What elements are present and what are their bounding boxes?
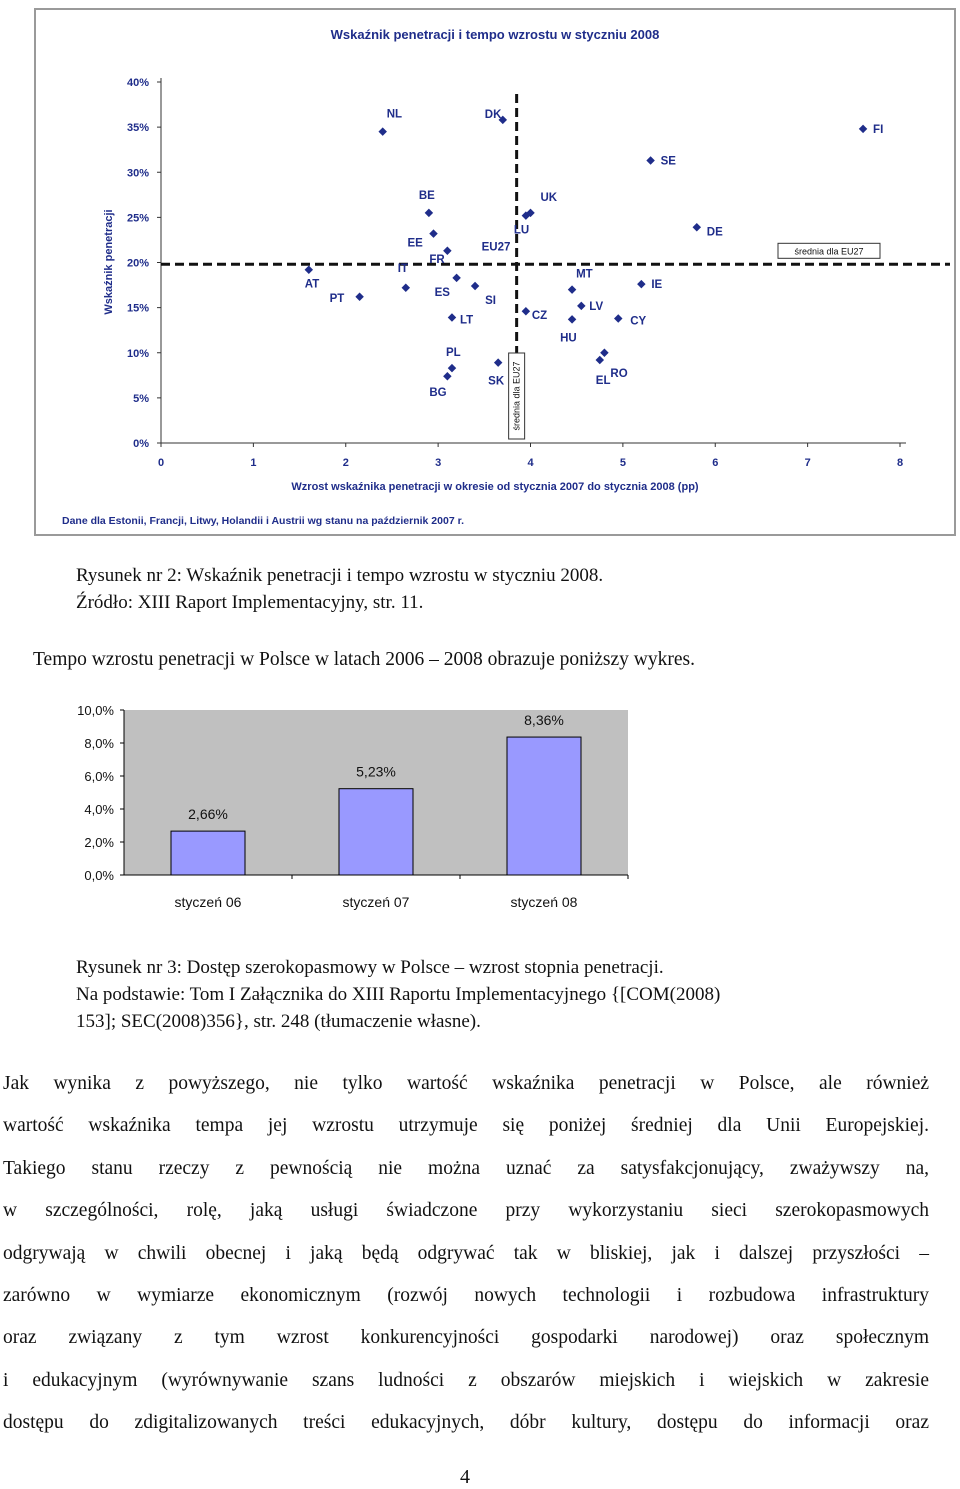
- point-label-lt: LT: [459, 314, 474, 327]
- data-point-de: [693, 223, 701, 231]
- bar-1: [171, 831, 245, 875]
- chart-title: Wskaźnik penetracji i tempo wzrostu w styczniu 2008: [330, 27, 660, 42]
- point-label-ro: RO: [610, 367, 628, 380]
- intro-sentence: Tempo wzrostu penetracji w Polsce w latach 2006 – 2008 obrazuje poniższy wykres.: [33, 649, 695, 670]
- data-point-mt: [568, 285, 576, 293]
- data-point-sk: [494, 358, 502, 366]
- point-label-lu: LU: [513, 224, 530, 237]
- point-label-eu27: EU27: [481, 241, 511, 254]
- x-tick-label: 1: [250, 457, 257, 469]
- point-label-se: SE: [660, 155, 676, 168]
- bar-chart: [40, 700, 640, 920]
- x-tick-label: 2: [342, 457, 349, 469]
- y-tick-label: 4,0%: [84, 802, 114, 817]
- data-point-ee: [429, 229, 437, 237]
- point-label-de: DE: [706, 226, 723, 239]
- data-point-cy: [614, 314, 622, 322]
- figure-penetration-scatter: [34, 8, 956, 536]
- point-label-dk: DK: [484, 108, 502, 121]
- point-label-be: BE: [418, 189, 435, 202]
- figure-3-caption-title: Rysunek nr 3: Dostęp szerokopasmowy w Polsce – wzrost stopnia penetracji.: [76, 957, 664, 978]
- y-tick-label: 35%: [126, 122, 149, 135]
- point-label-el: EL: [595, 374, 611, 387]
- body-line: i edukacyjnym (wyrównywanie szans ludności z obszarów miejskich i wiejskich w zakresie: [3, 1369, 929, 1391]
- x-tick-label: 8: [896, 457, 904, 469]
- scatter-chart: [36, 10, 954, 534]
- point-label-sk: SK: [488, 375, 505, 388]
- body-line: wartość wskaźnika tempa jej wzrostu utrzymuje się poniżej średniej dla Unii Europejskiej.: [3, 1115, 929, 1137]
- y-tick-label: 30%: [126, 167, 149, 180]
- data-point-it: [402, 284, 410, 292]
- y-tick-label: 6,0%: [84, 769, 114, 784]
- data-point-bg: [443, 372, 451, 380]
- y-tick-label: 0,0%: [84, 868, 114, 883]
- chart-footnote: Dane dla Estonii, Francji, Litwy, Holandii i Austrii wg stanu na październik 2007 r.: [62, 515, 465, 527]
- bar-2: [339, 789, 413, 875]
- y-axis-title: Wskaźnik penetracji: [103, 209, 115, 315]
- x-axis-title: Wzrost wskaźnika penetracji w okresie od stycznia 2007 do stycznia 2008 (pp): [291, 481, 699, 493]
- data-point-at: [305, 265, 313, 273]
- x-tick-label: 4: [527, 457, 534, 469]
- data-point-pt: [355, 293, 363, 301]
- body-line: Takiego stanu rzeczy z pewnością nie można uznać za satysfakcjonujący, zważywszy na,: [3, 1157, 929, 1179]
- point-label-pt: PT: [329, 292, 345, 305]
- body-paragraph: [3, 1063, 929, 1445]
- x-tick-label: styczeń 07: [342, 894, 410, 910]
- data-point-pl: [448, 364, 456, 372]
- point-label-cz: CZ: [531, 310, 548, 323]
- data-point-ro: [600, 349, 608, 357]
- point-label-bg: BG: [429, 387, 447, 400]
- x-tick-label: styczeń 08: [510, 894, 578, 910]
- y-tick-label: 0%: [133, 438, 149, 450]
- data-point-fi: [859, 125, 867, 133]
- figure-poland-bar-chart: [40, 700, 640, 920]
- body-line: oraz związany z tym wzrost konkurencyjności gospodarki narodowej) oraz społecznym: [3, 1327, 929, 1349]
- data-point-si: [471, 282, 479, 290]
- point-label-ee: EE: [407, 237, 423, 250]
- data-point-hu: [568, 315, 576, 323]
- data-point-ie: [637, 280, 645, 288]
- average-penetration-label: średnia dla EU27: [794, 246, 864, 257]
- point-label-fi: FI: [873, 123, 884, 136]
- point-label-es: ES: [434, 286, 450, 299]
- data-point-es: [452, 274, 460, 282]
- point-label-nl: NL: [386, 108, 403, 121]
- y-tick-label: 25%: [126, 212, 149, 225]
- point-label-it: IT: [397, 262, 409, 275]
- point-label-ie: IE: [651, 279, 663, 292]
- point-label-si: SI: [485, 294, 496, 307]
- point-label-uk: UK: [540, 191, 558, 204]
- x-tick-label: 5: [619, 457, 626, 469]
- x-tick-label: 0: [157, 457, 165, 469]
- y-tick-label: 40%: [126, 77, 149, 89]
- bar-value-label: 5,23%: [356, 763, 396, 780]
- point-label-hu: HU: [560, 332, 577, 345]
- bar-value-label: 2,66%: [188, 806, 228, 823]
- point-label-mt: MT: [576, 268, 593, 281]
- y-tick-label: 10%: [126, 347, 149, 360]
- y-tick-label: 2,0%: [84, 835, 114, 850]
- y-tick-label: 15%: [126, 302, 149, 315]
- data-point-nl: [378, 127, 386, 135]
- bar-3: [507, 737, 581, 875]
- body-line: dostępu do zdigitalizowanych treści edukacyjnych, dóbr kultury, dostępu do informacji oraz: [3, 1412, 929, 1434]
- y-tick-label: 20%: [126, 257, 149, 270]
- x-tick-label: styczeń 06: [174, 894, 242, 910]
- point-label-at: AT: [304, 278, 320, 291]
- body-line: zarówno w wymiarze ekonomicznym (rozwój nowych technologii i rozbudowa infrastruktury: [3, 1285, 929, 1307]
- body-line: w szczególności, rolę, jaką usługi świadczone przy wykorzystaniu sieci szerokopasmowych: [3, 1200, 929, 1222]
- data-point-se: [646, 156, 654, 164]
- point-label-lv: LV: [589, 300, 604, 313]
- y-tick-label: 8,0%: [84, 736, 114, 751]
- figure-2-caption-title: Rysunek nr 2: Wskaźnik penetracji i tempo wzrostu w styczniu 2008.: [76, 565, 604, 586]
- figure-3-caption-source: Na podstawie: Tom I Załącznika do XIII Raportu Implementacyjnego {[COM(2008): [76, 984, 721, 1005]
- figure-2-caption-source: Źródło: XIII Raport Implementacyjny, str. 11.: [76, 592, 424, 613]
- body-line: odgrywają w chwili obecnej i jaką będą odgrywać tak w bliskiej, jak i dalszej przyszłości –: [3, 1242, 929, 1264]
- average-growth-label: średnia dla EU27: [511, 361, 522, 431]
- data-point-be: [425, 209, 433, 217]
- point-label-pl: PL: [445, 347, 461, 360]
- y-tick-label: 10,0%: [77, 703, 114, 718]
- data-point-lt: [448, 313, 456, 321]
- data-point-lv: [577, 302, 585, 310]
- x-tick-label: 3: [435, 457, 442, 469]
- data-point-cz: [522, 307, 530, 315]
- point-label-cy: CY: [630, 315, 647, 328]
- body-line: Jak wynika z powyższego, nie tylko wartość wskaźnika penetracji w Polsce, ale również: [3, 1073, 929, 1094]
- bar-value-label: 8,36%: [524, 712, 564, 729]
- point-label-fr: FR: [429, 253, 445, 266]
- page-number: 4: [460, 1466, 470, 1488]
- x-tick-label: 6: [712, 457, 719, 469]
- y-tick-label: 5%: [133, 392, 149, 405]
- figure-3-caption-source-cont: 153]; SEC(2008)356}, str. 248 (tłumaczenie własne).: [76, 1011, 481, 1032]
- x-tick-label: 7: [804, 457, 811, 469]
- data-point-el: [596, 356, 604, 364]
